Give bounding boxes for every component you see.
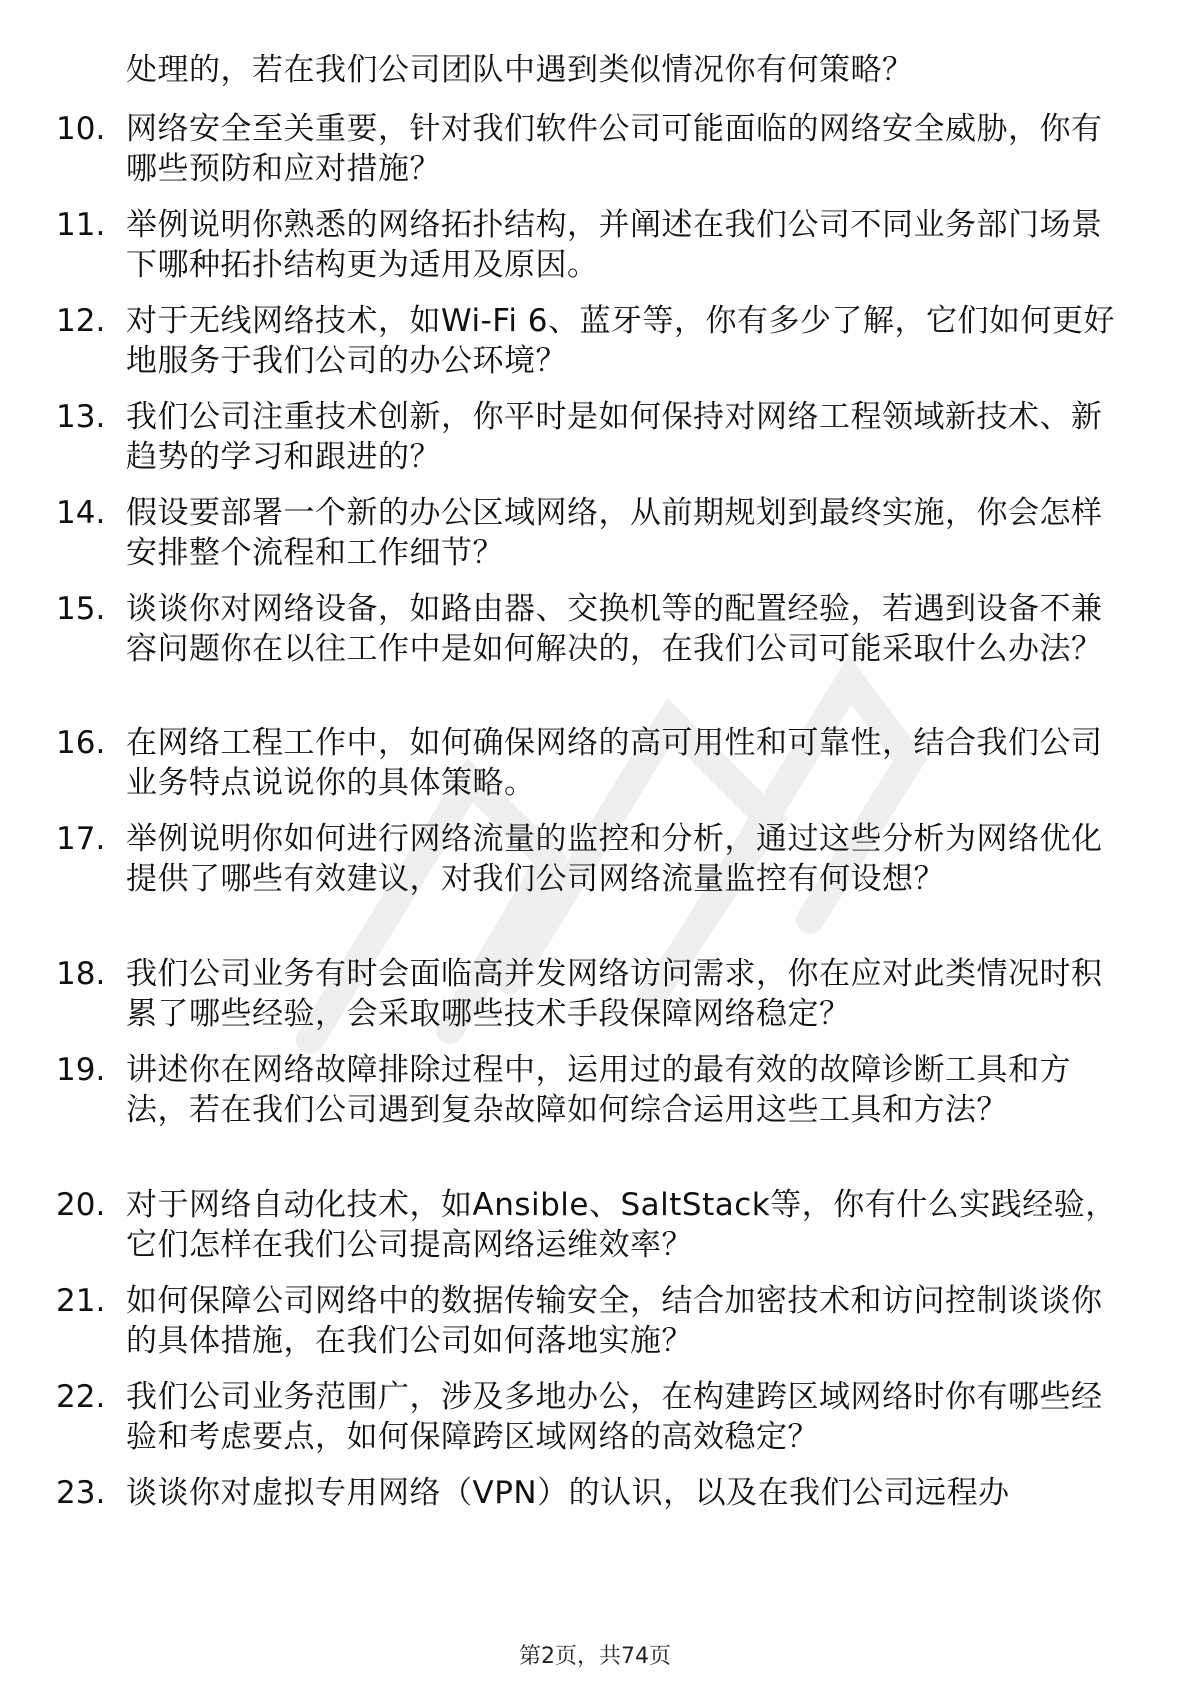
question-number: 12.	[56, 303, 106, 339]
question-item	[56, 819, 1136, 899]
question-number: 20.	[56, 1187, 106, 1223]
question-number: 18.	[56, 956, 106, 992]
question-item	[56, 109, 1136, 189]
question-text: 我们公司注重技术创新，你平时是如何保持对网络工程领域新技术、新趋势的学习和跟进的？	[126, 399, 1103, 475]
question-number: 22.	[56, 1379, 106, 1415]
question-text: 对于无线网络技术，如Wi-Fi 6、蓝牙等，你有多少了解，它们如何更好地服务于我们公司的办公环境？	[126, 303, 1116, 379]
question-text: 假设要部署一个新的办公区域网络，从前期规划到最终实施，你会怎样安排整个流程和工作细节？	[126, 495, 1103, 571]
question-text: 我们公司业务有时会面临高并发网络访问需求，你在应对此类情况时积累了哪些经验，会采取哪些技术手段保障网络稳定？	[126, 956, 1103, 1032]
question-number: 10.	[56, 111, 106, 147]
question-text: 谈谈你对网络设备，如路由器、交换机等的配置经验，若遇到设备不兼容问题你在以往工作中是如何解决的，在我们公司可能采取什么办法？	[126, 591, 1103, 667]
question-item	[56, 723, 1136, 803]
question-item	[56, 1185, 1136, 1265]
question-item	[56, 1050, 1136, 1130]
question-item	[56, 954, 1136, 1034]
question-item	[56, 1473, 1136, 1513]
question-item	[56, 1377, 1136, 1457]
question-number: 17.	[56, 821, 106, 857]
question-item	[56, 301, 1136, 381]
question-item	[56, 1281, 1136, 1361]
question-number: 23.	[56, 1475, 106, 1511]
continuation-text: 处理的，若在我们公司团队中遇到类似情况你有何策略？	[126, 52, 914, 88]
question-text: 我们公司业务范围广，涉及多地办公，在构建跨区域网络时你有哪些经验和考虑要点，如何保障跨区域网络的高效稳定？	[126, 1379, 1103, 1455]
question-number: 19.	[56, 1052, 106, 1088]
question-number: 13.	[56, 399, 106, 435]
page-footer: 第2页，共74页	[519, 1644, 671, 1669]
question-text: 讲述你在网络故障排除过程中，运用过的最有效的故障诊断工具和方法，若在我们公司遇到复杂故障如何综合运用这些工具和方法？	[126, 1052, 1071, 1128]
question-text: 对于网络自动化技术，如Ansible、SaltStack等，你有什么实践经验，它们怎样在我们公司提高网络运维效率？	[126, 1187, 1117, 1263]
question-text: 举例说明你熟悉的网络拓扑结构，并阐述在我们公司不同业务部门场景下哪种拓扑结构更为适用及原因。	[126, 207, 1103, 283]
question-text: 如何保障公司网络中的数据传输安全，结合加密技术和访问控制谈谈你的具体措施，在我们公司如何落地实施？	[126, 1283, 1103, 1359]
question-item	[56, 589, 1136, 669]
question-text: 举例说明你如何进行网络流量的监控和分析，通过这些分析为网络优化提供了哪些有效建议，对我们公司网络流量监控有何设想？	[126, 821, 1103, 897]
question-number: 11.	[56, 207, 106, 243]
question-text: 在网络工程工作中，如何确保网络的高可用性和可靠性，结合我们公司业务特点说说你的具体策略。	[126, 725, 1103, 801]
question-number: 15.	[56, 591, 106, 627]
question-text: 谈谈你对虚拟专用网络（VPN）的认识，以及在我们公司远程办	[126, 1475, 1010, 1511]
question-item	[56, 397, 1136, 477]
question-number: 14.	[56, 495, 106, 531]
question-number: 21.	[56, 1283, 106, 1319]
question-number: 16.	[56, 725, 106, 761]
question-text: 网络安全至关重要，针对我们软件公司可能面临的网络安全威胁，你有哪些预防和应对措施？	[126, 111, 1103, 187]
question-item	[56, 205, 1136, 285]
question-item	[56, 493, 1136, 573]
